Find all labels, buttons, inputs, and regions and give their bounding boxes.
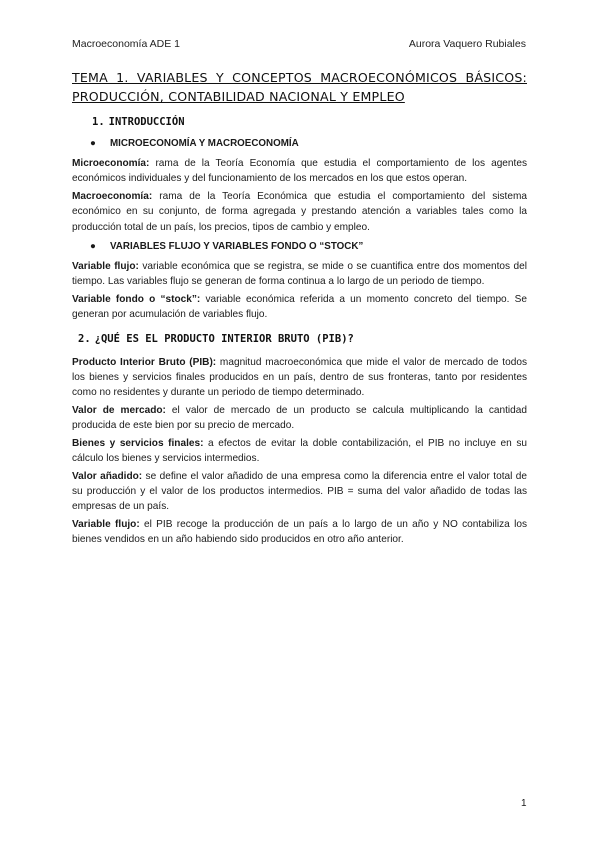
term: Variable flujo: <box>72 261 139 273</box>
section-title: INTRODUCCIÓN <box>108 116 185 128</box>
section-number: 2. <box>78 332 91 345</box>
document-title: TEMA 1. VARIABLES Y CONCEPTOS MACROECONÓMICOS BÁSICOS: PRODUCCIÓN, CONTABILIDAD NACIONAL Y EMPLEO <box>72 70 527 104</box>
paragraph-microeconomia <box>72 156 527 187</box>
paragraph-valor-anadido <box>72 469 527 515</box>
header-course: Macroeconomía ADE 1 <box>72 38 180 50</box>
definition: rama de la Teoría Económica que estudia el comportamiento del sistema económico en su conjunto, de forma agregada y prestando atención a variables tales como la producción total de un país, los precios, tipos de cambio y empleo. <box>72 190 527 233</box>
header-author: Aurora Vaquero Rubiales <box>408 38 526 50</box>
bullet-heading <box>72 241 527 253</box>
definition: se define el valor añadido de una empresa como la diferencia entre el valor total de su producción y el valor de los productos intermedios. PIB = suma del valor añadido de todas las empresas de un país. <box>72 470 527 513</box>
section-number: 1. <box>92 116 105 128</box>
paragraph-macroeconomia <box>72 189 527 235</box>
term: Producto Interior Bruto (PIB): <box>72 356 217 368</box>
bullet-icon: ● <box>90 241 96 253</box>
definition: variable económica que se registra, se mide o se cuantifica entre dos momentos del tiempo. Las variables flujo se generan de forma continua a lo largo de un periodo de tiempo. <box>72 261 527 288</box>
bullet-icon: ● <box>90 138 96 149</box>
section-heading-introduccion <box>92 116 527 128</box>
term: Bienes y servicios finales: <box>72 437 204 449</box>
paragraph-variable-stock <box>72 292 527 323</box>
definition: el valor de mercado de un producto se calcula multiplicando la cantidad producida de este bien por su precio de mercado. <box>72 404 527 432</box>
paragraph-pib <box>72 355 527 401</box>
document-body <box>72 68 527 550</box>
paragraph-bienes-finales <box>72 436 527 467</box>
bullet-text: MICROECONOMÍA Y MACROECONOMÍA <box>110 138 299 149</box>
paragraph-variable-flujo <box>72 259 527 290</box>
term: Valor de mercado: <box>72 404 166 416</box>
term: Variable flujo: <box>72 518 140 530</box>
definition: a efectos de evitar la doble contabilización, el PIB no incluye en su cálculo los bienes y servicios intermedios. <box>72 437 527 465</box>
definition: el PIB recoge la producción de un país a lo largo de un año y NO contabiliza los bienes vendidos en un año habiendo sido producidos en otro año anterior. <box>72 518 528 546</box>
section-heading-pib <box>78 333 527 345</box>
paragraph-variable-flujo-pib <box>72 517 527 548</box>
term: Valor añadido: <box>72 470 143 482</box>
paragraph-valor-mercado <box>72 403 527 434</box>
definition: rama de la Teoría Economía que estudia el comportamiento de los agentes económicos individuales y del funcionamiento de los mercados en los que estos operan. <box>72 158 527 185</box>
definition: magnitud macroeconómica que mide el valor de mercado de todos los bienes y servicios finales producidos en un país, dentro de sus fronteras, tanto por residentes como no residentes y durante un periodo de tiempo determinado. <box>72 356 527 399</box>
bullet-text: VARIABLES FLUJO Y VARIABLES FONDO O “STOCK” <box>110 241 364 253</box>
term: Variable fondo o “stock”: <box>72 293 201 305</box>
term: Microeconomía: <box>72 158 150 169</box>
definition: variable económica referida a un momento concreto del tiempo. Se generan por acumulación de variables flujo. <box>72 293 527 321</box>
term: Macroeconomía: <box>72 190 153 202</box>
section-title: ¿QUÉ ES EL PRODUCTO INTERIOR BRUTO (PIB)? <box>94 332 354 345</box>
page-number: 1 <box>521 798 527 809</box>
bullet-heading <box>72 138 527 150</box>
